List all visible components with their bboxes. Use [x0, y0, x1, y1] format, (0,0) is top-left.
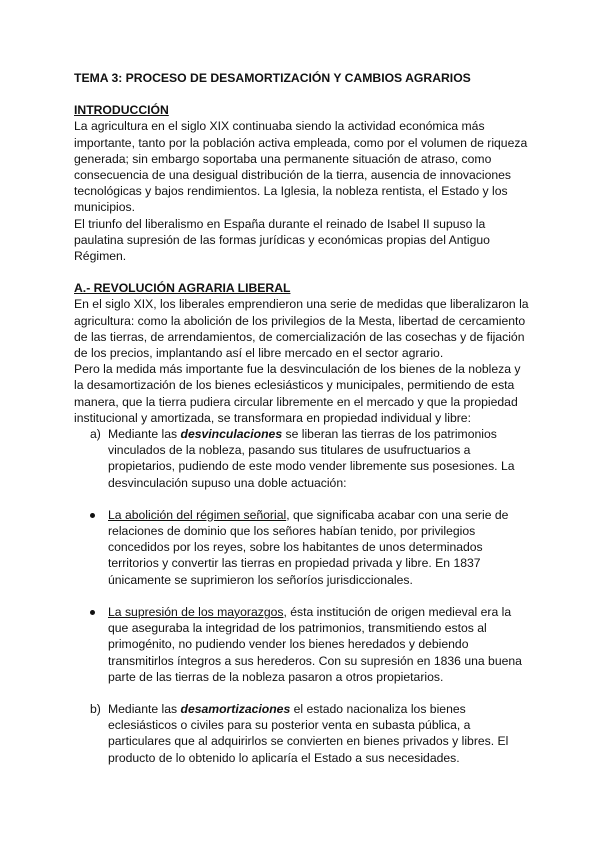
- bullet-1-term: La abolición del régimen señorial: [108, 507, 287, 522]
- spacer: [74, 491, 532, 507]
- list-item-b: [74, 701, 532, 766]
- section-a-paragraph-1: En el siglo XIX, los liberales emprendieron una serie de medidas que liberalizaron la agricultura: como la abolición de los privilegios de la Mesta, libertad de cercamiento de las tierras, de arrendamientos, de comercialización de las cosechas y de fijación de los precios, implantando así el libre mercado en el sector agrario.: [74, 297, 529, 361]
- document-body: [74, 70, 532, 766]
- list-item-a: [74, 426, 532, 491]
- spacer: [74, 86, 532, 102]
- item-a-text-after: se liberan las tierras de los patrimonios vinculados de la nobleza, pasando sus titulares de usufructuarios a propietarios, pudiendo de este modo vender libremente sus posesiones. La desvinculación supuso una doble actuación:: [108, 427, 515, 490]
- item-b-text-after: el estado nacionaliza los bienes eclesiásticos o civiles para su posterior venta en subasta pública, a particulares que al adquirirlos se convierten en bienes privados y libres. El producto de lo obtenido lo aplicaría el Estado a sus necesidades.: [108, 701, 509, 765]
- intro-paragraph-1: La agricultura en el siglo XIX continuaba siendo la actividad económica más importante, tanto por la población activa empleada, como por el volumen de riqueza generada; sin embargo soportaba una permanente situación de atraso, como consecuencia de una desigual distribución de la tierra, ausencia de innovaciones tecnológicas y bajos rendimientos. La Iglesia, la nobleza rentista, el Estado y los municipios.: [74, 119, 528, 215]
- bullet-dot-icon: [90, 610, 95, 615]
- spacer: [74, 264, 532, 280]
- spacer: [74, 685, 532, 701]
- bullet-1-text: , que significaba acabar con una serie de relaciones de dominio que los señores habían tenido, por privilegios concedidos por los reyes, sobre los habitantes de unos determinados territorios y convertir las tierras en propiedad privada y libre. En 1837 únicamente se suprimieron los señoríos jurisdiccionales.: [108, 507, 509, 587]
- bullet-2-term: La supresión de los mayorazgos: [108, 604, 284, 619]
- bullet-dot-icon: [90, 513, 95, 518]
- list-marker: b): [90, 701, 101, 716]
- section-a-paragraph-2: Pero la medida más importante fue la desvinculación de los bienes de la nobleza y la desamortización de los bienes eclesiásticos y municipales, permitiendo de esta manera, que la tierra pudiera circular libremente en el mercado y que la propiedad institucional y amortizada, se transformara en propiedad individual y libre:: [74, 362, 521, 425]
- intro-paragraph-2: El triunfo del liberalismo en España durante el reinado de Isabel II supuso la paulatina supresión de las formas jurídicas y económicas propias del Antiguo Régimen.: [74, 216, 490, 264]
- term-desamortizaciones: desamortizaciones: [180, 701, 291, 716]
- item-b-text-before: Mediante las: [108, 701, 181, 716]
- item-a-text-before: Mediante las: [108, 427, 181, 442]
- bullet-2-text: , ésta institución de origen medieval era la que aseguraba la integridad de los patrimonios, transmitiendo estos al primogénito, no pudiendo vender los bienes heredados y debiendo transmitirlos íntegros a sus herederos. Con su supresión en 1836 una buena parte de las tierras de la nobleza pasaron a otros propietarios.: [108, 604, 522, 684]
- list-marker: a): [90, 427, 101, 442]
- section-a-heading: A.- REVOLUCIÓN AGRARIA LIBERAL: [74, 281, 291, 296]
- document-title: TEMA 3: PROCESO DE DESAMORTIZACIÓN Y CAMBIOS AGRARIOS: [74, 71, 471, 85]
- intro-heading: INTRODUCCIÓN: [74, 103, 169, 118]
- bullet-item-senorios: [74, 507, 532, 588]
- bullet-item-mayorazgos: [74, 604, 532, 685]
- spacer: [74, 588, 532, 604]
- term-desvinculaciones: desvinculaciones: [180, 427, 283, 442]
